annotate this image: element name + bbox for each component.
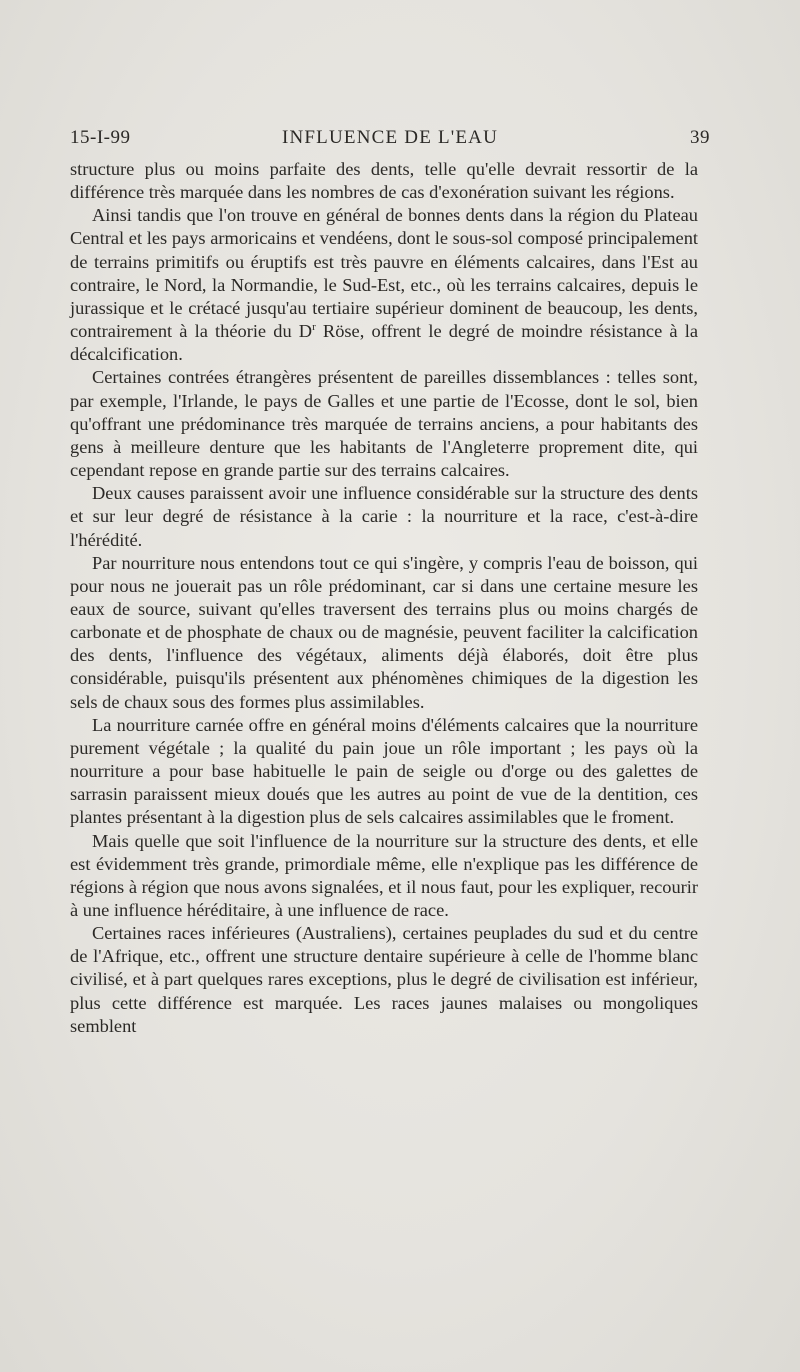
paragraph-6: La nourriture carnée offre en général moins d'éléments calcaires que la nourriture purement végétale ; la qualité du pain joue un rôle important ; les pays où la nourriture a pour base habituelle le pain de seigle ou d'orge ou des galettes de sarrasin paraissent mieux doués que les autres au point de vue de la dentition, ces plantes présentant à la digestion plus de sels calcaires assimilables que le froment. [70, 714, 698, 828]
page-header [70, 127, 710, 155]
paragraph-1: structure plus ou moins parfaite des dents, telle qu'elle devrait ressortir de la différence très marquée dans les nombres de cas d'exonération suivant les régions. [70, 159, 698, 203]
superscript-r: r [312, 320, 316, 333]
paragraph-5: Par nourriture nous entendons tout ce qui s'ingère, y compris l'eau de boisson, qui pour nous ne jouerait pas un rôle prédominant, car si dans une certaine mesure les eaux de source, suivant qu'elles traversent des terrains plus ou moins chargés de carbonate et de phosphate de chaux ou de magnésie, peuvent faciliter la calcification des dents, l'influence des végétaux, aliments déjà élaborés, doit être plus considérable, puisqu'ils présentent aux phénomènes chimiques de la digestion les sels de chaux sous des formes plus assimilables. [70, 552, 698, 712]
paragraph-4: Deux causes paraissent avoir une influence considérable sur la structure des dents et sur leur degré de résistance à la carie : la nourriture et la race, c'est-à-dire l'hérédité. [70, 483, 698, 550]
running-title: INFLUENCE DE L'EAU [281, 127, 499, 148]
paragraph-8: Certaines races inférieures (Australiens), certaines peuplades du sud et du centre de l'Afrique, etc., offrent une structure dentaire supérieure à celle de l'homme blanc civilisé, et à part quelques rares exceptions, plus le degré de civilisation est inférieur, plus cette différence est marquée. Les races jaunes malaises ou mongoliques semblent [70, 923, 698, 1036]
paragraph-7: Mais quelle que soit l'influence de la nourriture sur la structure des dents, et elle est évidemment très grande, primordiale même, elle n'explique pas les différence de régions à région que nous avons signalées, et il nous faut, pour les expliquer, recourir à une influence héréditaire, à une influence de race. [70, 830, 698, 920]
page-number: 39 [690, 127, 710, 148]
signature-mark: 15-I-99 [70, 127, 131, 148]
body-text [70, 158, 698, 1038]
paragraph-2: Ainsi tandis que l'on trouve en général de bonnes dents dans la région du Plateau Central et les pays armoricains et vendéens, dont le sous-sol composé principalement de terrains primitifs ou éruptifs est très pauvre en éléments calcaires, dans l'Est au contraire, le Nord, la Normandie, le Sud-Est, etc., où les terrains calcaires, depuis le jurassique et le crétacé jusqu'au tertiaire supérieur dominent de beaucoup, les dents, contrairement à la théorie du $D^r$ Röse, offrent le degré de moindre résistance à la décalcification. [70, 205, 698, 365]
paragraph-3: Certaines contrées étrangères présentent de pareilles dissemblances : telles sont, par exemple, l'Irlande, le pays de Galles et une partie de l'Ecosse, dont le sol, bien qu'offrant une prédominance très marquée de terrains anciens, a pour habitants des gens à meilleure denture que les habitants de l'Angleterre proprement dite, qui cependant repose en grande partie sur des terrains calcaires. [70, 367, 698, 481]
